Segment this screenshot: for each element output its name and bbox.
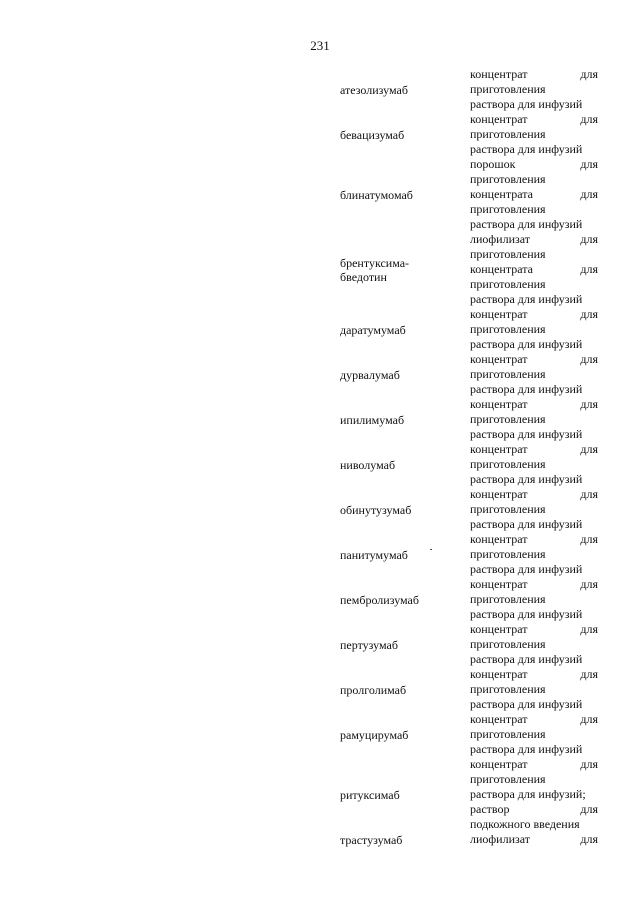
dosage-form: [470, 232, 598, 307]
dosage-form-line: [470, 472, 598, 487]
dosage-form-word: для: [580, 532, 598, 546]
dosage-form-line: [470, 427, 598, 442]
dosage-form-line: [470, 397, 598, 412]
dosage-form-line: [470, 187, 598, 202]
dosage-form-word: для: [580, 157, 598, 171]
dosage-form-line: [470, 112, 598, 127]
dosage-form: [470, 832, 598, 847]
dosage-form-word: концентрат: [470, 487, 528, 501]
dosage-form-word: концентрат: [470, 622, 528, 636]
dosage-form-word: для: [580, 832, 598, 846]
drug-entry: [340, 487, 598, 532]
dosage-form-line: [470, 67, 598, 82]
dosage-form-line: [470, 487, 598, 502]
dosage-form-line: [470, 607, 598, 622]
drug-name-text: блинатумомаб: [340, 187, 413, 202]
dosage-form-word: раствора для инфузий: [470, 472, 583, 486]
dosage-form-word: раствора для инфузий: [470, 517, 583, 531]
drug-entry: [340, 832, 598, 847]
dosage-form-word: для: [580, 67, 598, 81]
dosage-form-word: приготовления: [470, 277, 546, 291]
drug-entry: [340, 307, 598, 352]
dosage-form: [470, 757, 598, 832]
drug-entry: [340, 352, 598, 397]
page-number: 231: [310, 38, 330, 53]
dosage-form-word: приготовления: [470, 82, 546, 96]
dosage-form-word: раствора для инфузий: [470, 217, 583, 231]
drug-name-text: брентуксима- бведотин: [340, 255, 410, 284]
dosage-form-word: концентрат: [470, 442, 528, 456]
drug-entry: [340, 442, 598, 487]
dosage-form-word: приготовления: [470, 592, 546, 606]
drug-name: [340, 757, 470, 832]
dosage-form-word: концентрат: [470, 532, 528, 546]
dosage-form-line: [470, 442, 598, 457]
drug-entry: [340, 757, 598, 832]
drug-entry: [340, 67, 598, 112]
drug-entry: [340, 712, 598, 757]
dosage-form-word: порошок: [470, 157, 516, 171]
dosage-form-word: концентрат: [470, 577, 528, 591]
dosage-form-line: [470, 202, 598, 217]
dosage-form-word: раствора для инфузий;: [470, 787, 586, 801]
dosage-form-line: [470, 742, 598, 757]
dosage-form-word: для: [580, 262, 598, 276]
dosage-form-line: [470, 817, 598, 832]
drug-name: [340, 712, 470, 757]
dosage-form: [470, 67, 598, 112]
drug-name-text: пембролизумаб: [340, 592, 419, 607]
dosage-form: [470, 577, 598, 622]
drug-name: [340, 577, 470, 622]
drug-name-text: панитумумаб: [340, 547, 408, 562]
drug-name: [340, 112, 470, 157]
dosage-form-line: [470, 322, 598, 337]
dosage-form: [470, 532, 598, 577]
drug-name-text: атезолизумаб: [340, 82, 408, 97]
dosage-form-line: [470, 772, 598, 787]
dosage-form-word: для: [580, 757, 598, 771]
dosage-form-word: для: [580, 232, 598, 246]
dosage-form-word: раствор: [470, 802, 510, 816]
dosage-form-word: приготовления: [470, 202, 546, 216]
dosage-form: [470, 667, 598, 712]
dosage-form-line: [470, 127, 598, 142]
dosage-form-word: подкожного введения: [470, 817, 580, 831]
dosage-form-line: [470, 622, 598, 637]
drug-name: [340, 832, 470, 847]
dosage-form-line: [470, 262, 598, 277]
dosage-form-line: [470, 667, 598, 682]
dosage-form-line: [470, 682, 598, 697]
dosage-form-word: для: [580, 187, 598, 201]
dosage-form-line: [470, 637, 598, 652]
dosage-form-line: [470, 562, 598, 577]
dosage-form: [470, 712, 598, 757]
drug-name: [340, 232, 470, 307]
dosage-form-line: [470, 247, 598, 262]
dosage-form-word: приготовления: [470, 127, 546, 141]
dosage-form-word: концентрат: [470, 307, 528, 321]
dosage-form-line: [470, 577, 598, 592]
drug-entry: [340, 397, 598, 442]
dosage-form: [470, 622, 598, 667]
dosage-form-word: для: [580, 667, 598, 681]
scan-speck: [430, 549, 432, 550]
dosage-form-word: концентрат: [470, 712, 528, 726]
dosage-form-word: раствора для инфузий: [470, 652, 583, 666]
dosage-form-word: раствора для инфузий: [470, 742, 583, 756]
dosage-form: [470, 487, 598, 532]
dosage-form-word: приготовления: [470, 322, 546, 336]
dosage-form-line: [470, 277, 598, 292]
drug-entry: [340, 667, 598, 712]
dosage-form-word: раствора для инфузий: [470, 97, 583, 111]
dosage-form-line: [470, 757, 598, 772]
dosage-form-word: концентрата: [470, 262, 533, 276]
drug-name: [340, 352, 470, 397]
dosage-form-line: [470, 142, 598, 157]
drug-entry: [340, 112, 598, 157]
drug-name: [340, 442, 470, 487]
dosage-form-word: концентрат: [470, 67, 528, 81]
dosage-form-word: приготовления: [470, 637, 546, 651]
dosage-form-line: [470, 97, 598, 112]
dosage-form-word: концентрат: [470, 112, 528, 126]
dosage-form-word: приготовления: [470, 502, 546, 516]
dosage-form-word: концентрата: [470, 187, 533, 201]
drug-entry: [340, 157, 598, 232]
dosage-form-word: приготовления: [470, 727, 546, 741]
dosage-form-line: [470, 232, 598, 247]
drug-name-text: пертузумаб: [340, 637, 398, 652]
drug-entry: [340, 232, 598, 307]
dosage-form-line: [470, 832, 598, 847]
dosage-form-line: [470, 712, 598, 727]
dosage-form-word: для: [580, 307, 598, 321]
dosage-form-word: концентрат: [470, 397, 528, 411]
dosage-form: [470, 442, 598, 487]
dosage-form-word: для: [580, 442, 598, 456]
dosage-form-word: приготовления: [470, 682, 546, 696]
drug-name: [340, 307, 470, 352]
dosage-form-word: концентрат: [470, 667, 528, 681]
dosage-form-line: [470, 787, 598, 802]
dosage-form-line: [470, 352, 598, 367]
drug-name-text: ипилимумаб: [340, 412, 405, 427]
dosage-form-word: раствора для инфузий: [470, 142, 583, 156]
dosage-form-word: для: [580, 577, 598, 591]
dosage-form-line: [470, 412, 598, 427]
dosage-form: [470, 157, 598, 232]
dosage-form-word: для: [580, 712, 598, 726]
dosage-form-word: приготовления: [470, 247, 546, 261]
drug-name-text: обинутузумаб: [340, 502, 412, 517]
drug-form-table: [340, 67, 598, 847]
drug-entry: [340, 532, 598, 577]
dosage-form-word: приготовления: [470, 457, 546, 471]
drug-name: [340, 532, 470, 577]
dosage-form-word: приготовления: [470, 172, 546, 186]
drug-name-text: бевацизумаб: [340, 127, 405, 142]
dosage-form: [470, 112, 598, 157]
dosage-form-word: раствора для инфузий: [470, 697, 583, 711]
drug-name: [340, 622, 470, 667]
dosage-form-line: [470, 307, 598, 322]
dosage-form-word: лиофилизат: [470, 832, 531, 846]
dosage-form-word: лиофилизат: [470, 232, 531, 246]
dosage-form-word: для: [580, 622, 598, 636]
dosage-form-line: [470, 82, 598, 97]
dosage-form-line: [470, 802, 598, 817]
dosage-form-word: для: [580, 802, 598, 816]
dosage-form-word: для: [580, 352, 598, 366]
dosage-form-line: [470, 457, 598, 472]
dosage-form-line: [470, 367, 598, 382]
dosage-form-word: раствора для инфузий: [470, 427, 583, 441]
dosage-form-word: раствора для инфузий: [470, 382, 583, 396]
dosage-form-line: [470, 727, 598, 742]
dosage-form-word: приготовления: [470, 547, 546, 561]
dosage-form-line: [470, 382, 598, 397]
drug-name: [340, 67, 470, 112]
drug-name-text: рамуцирумаб: [340, 727, 409, 742]
dosage-form-line: [470, 502, 598, 517]
drug-name: [340, 397, 470, 442]
dosage-form-word: для: [580, 397, 598, 411]
drug-name: [340, 667, 470, 712]
drug-name-text: дурвалумаб: [340, 367, 400, 382]
dosage-form: [470, 397, 598, 442]
dosage-form-line: [470, 532, 598, 547]
dosage-form-word: раствора для инфузий: [470, 292, 583, 306]
dosage-form-word: приготовления: [470, 367, 546, 381]
drug-name: [340, 487, 470, 532]
dosage-form-line: [470, 157, 598, 172]
drug-name-text: пролголимаб: [340, 682, 407, 697]
dosage-form: [470, 352, 598, 397]
dosage-form-line: [470, 172, 598, 187]
drug-entry: [340, 577, 598, 622]
drug-name: [340, 157, 470, 232]
drug-entry: [340, 622, 598, 667]
dosage-form-word: приготовления: [470, 772, 546, 786]
dosage-form-word: приготовления: [470, 412, 546, 426]
drug-name-text: трастузумаб: [340, 832, 403, 847]
drug-name-text: ниволумаб: [340, 457, 396, 472]
dosage-form-line: [470, 697, 598, 712]
dosage-form-word: раствора для инфузий: [470, 562, 583, 576]
dosage-form-line: [470, 592, 598, 607]
dosage-form-word: для: [580, 487, 598, 501]
dosage-form-word: раствора для инфузий: [470, 607, 583, 621]
dosage-form-line: [470, 547, 598, 562]
dosage-form-word: концентрат: [470, 757, 528, 771]
dosage-form-line: [470, 517, 598, 532]
dosage-form-word: концентрат: [470, 352, 528, 366]
drug-name-text: даратумумаб: [340, 322, 406, 337]
dosage-form-word: для: [580, 112, 598, 126]
dosage-form-line: [470, 217, 598, 232]
dosage-form-line: [470, 292, 598, 307]
dosage-form-line: [470, 337, 598, 352]
dosage-form-word: раствора для инфузий: [470, 337, 583, 351]
drug-name-text: ритуксимаб: [340, 787, 400, 802]
dosage-form: [470, 307, 598, 352]
dosage-form-line: [470, 652, 598, 667]
